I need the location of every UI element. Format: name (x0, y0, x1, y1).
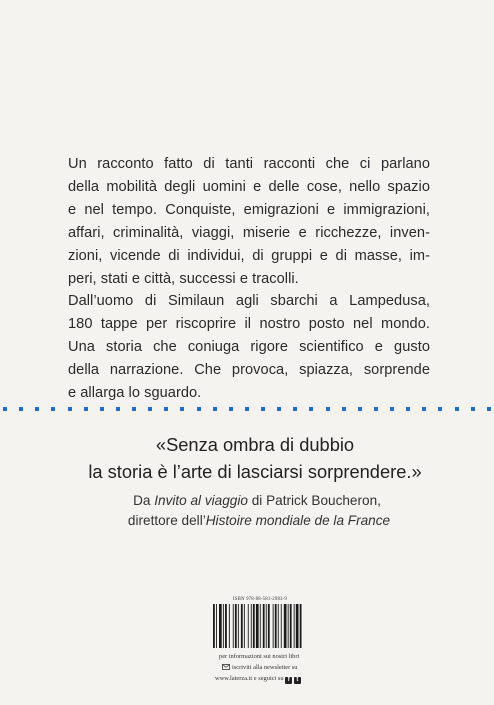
blurb-line: Una storia che coniuga rigore scientifico e gusto (68, 339, 430, 356)
blurb-line: della mobilità degli uomini e delle cose, nello spazio (68, 178, 430, 195)
quote-source-line-1: Da Invito al viaggio di Patrick Boucheron, (133, 493, 381, 508)
separator-dot (164, 407, 168, 411)
separator-dot (455, 407, 459, 411)
blurb-line: zioni, vicende di individui, di gruppi e di masse, im- (68, 247, 430, 264)
isbn-text: ISBN 978-88-581-2983-9 (232, 597, 288, 602)
separator-dot (245, 407, 249, 411)
separator-dot (116, 407, 120, 411)
separator-dot (261, 407, 265, 411)
twitter-icon[interactable]: t (294, 677, 301, 684)
separator-dot (487, 407, 491, 411)
separator-dot (471, 407, 475, 411)
facebook-icon[interactable]: f (285, 677, 292, 684)
blurb-line: affari, criminalità, viaggi, miserie e ricchezze, inven- (68, 224, 430, 241)
separator-dot (342, 407, 346, 411)
info-line-2: iscriviti alla newsletter su (222, 664, 298, 671)
separator-dot (213, 407, 217, 411)
separator-dot (293, 407, 297, 411)
series-title: Histoire mondiale de la France (205, 513, 391, 528)
blurb-line: Dall’uomo di Similaun agli sbarchi a Lampedusa, (68, 293, 430, 310)
separator-dot (358, 407, 362, 411)
blurb-line: Un racconto fatto di tanti racconti che ci parlano (68, 156, 430, 172)
separator-dot (197, 407, 201, 411)
separator-dot (277, 407, 281, 411)
info-line-1: per informazioni sui nostri libri (219, 653, 300, 660)
barcode (211, 604, 309, 648)
separator-dot (3, 407, 7, 411)
separator-dot (148, 407, 152, 411)
blurb-line: peri, stati e città, successi e tracolli. (68, 270, 299, 287)
blurb-line: 180 tappe per riscoprire il nostro posto nel mondo. (68, 316, 430, 333)
separator-dot (422, 407, 426, 411)
envelope-icon (222, 664, 230, 670)
separator-dot (180, 407, 184, 411)
back-cover-blurb (68, 153, 430, 405)
separator-dot (51, 407, 55, 411)
blurb-line: della narrazione. Che provoca, spiazza, sorprende (68, 362, 430, 379)
quote-line-1: «Senza ombra di dubbio (155, 434, 355, 455)
separator-dot (438, 407, 442, 411)
separator-dot (132, 407, 136, 411)
separator-dot (35, 407, 39, 411)
separator-dot (84, 407, 88, 411)
separator-dot (68, 407, 72, 411)
isbn-block (208, 597, 312, 648)
separator-dot (326, 407, 330, 411)
separator-dot (229, 407, 233, 411)
blurb-line: e allarga lo sguardo. (68, 385, 202, 402)
quote-line-2: la storia è l’arte di lasciarsi sorprendere.» (88, 461, 422, 482)
info-line-3: www.laterza.it e seguici su f t (215, 675, 301, 684)
separator-dot (309, 407, 313, 411)
blurb-line: e nel tempo. Conquiste, emigrazioni e immigrazioni, (68, 201, 430, 218)
separator-dot (406, 407, 410, 411)
separator-dot (19, 407, 23, 411)
separator-dot (374, 407, 378, 411)
separator-dot (390, 407, 394, 411)
separator-dot (100, 407, 104, 411)
quote-source-line-2: direttore dell’Histoire mondiale de la France (127, 513, 391, 528)
dotted-separator (3, 407, 491, 413)
book-title: Invito al viaggio (154, 493, 248, 508)
